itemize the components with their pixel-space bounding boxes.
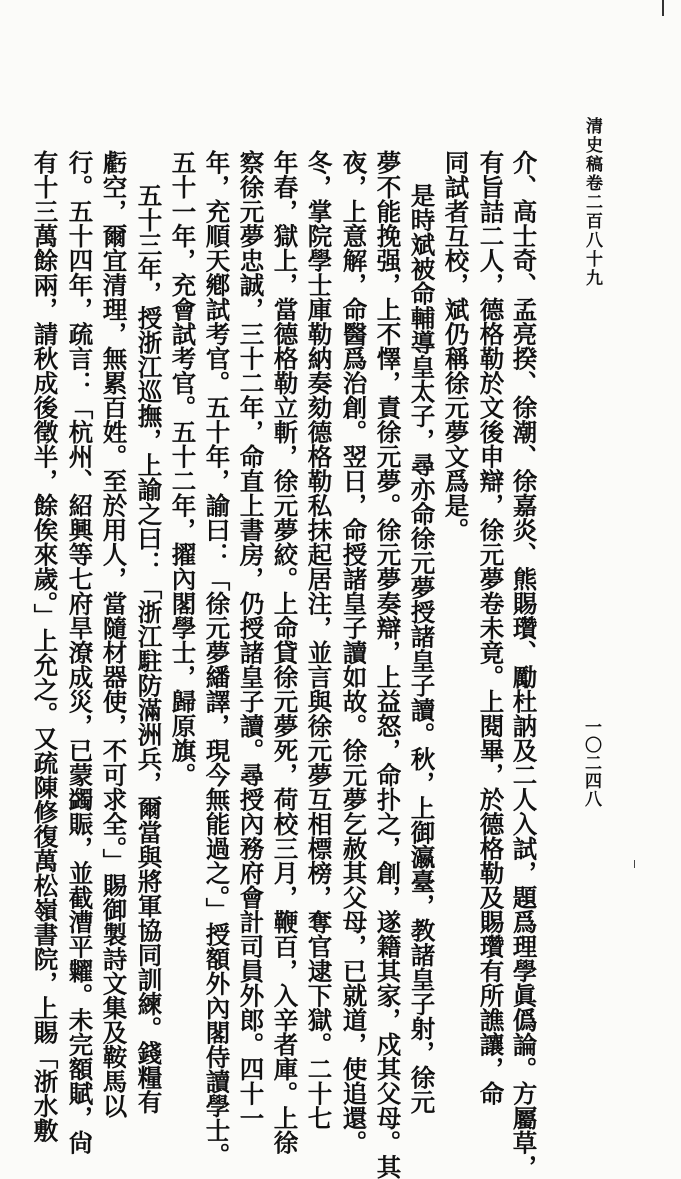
- text-column: 察徐元夢忠誠，三十二年，命直上書房，仍授諸皇子讀。尋授內務府會計司員外郎。四十一: [236, 150, 266, 1130]
- text-column: 有十三萬餘兩，請秋成後徵半，餘俟來歲。」上允之。又疏陳修復萬松嶺書院，上賜「浙水敷: [30, 150, 60, 1143]
- text-column: 夢不能挽强，上不懌，責徐元夢。徐元夢奏辯，上益怒，命扑之，創，遂籍其家，戍其父母。其: [373, 150, 403, 1179]
- text-column: 介、高士奇、孟亮揆、徐潮、徐嘉炎、熊賜瓚、勵杜訥及二人入試，題爲理學眞僞論。方屬草，: [509, 150, 539, 1179]
- text-column: 是時斌被命輔導皇太子，尋亦命徐元夢授諸皇子讀。秋，上御瀛臺，教諸皇子射，徐元: [407, 183, 437, 1114]
- text-column: 同試者互校，斌仍稱徐元夢文爲是。: [441, 150, 471, 542]
- margin-tick-mark: [634, 860, 635, 868]
- text-column: 五十三年，授浙江巡撫，上諭之曰：「浙江駐防滿洲兵，爾當與將軍協同訓練。錢糧有: [134, 183, 164, 1114]
- page-number: 一〇二四八: [581, 718, 601, 808]
- running-header-title: 清史稿卷二百八十九: [582, 117, 602, 288]
- text-column: 有旨詰二人，德格勒於文後申辯，徐元夢卷未竟。上閱畢，於德格勒及賜瓚有所譙讓，命: [476, 150, 506, 1106]
- text-column: 行。五十四年，疏言：「杭州、紹興等七府旱潦成災，已蒙蠲賑，並截漕平糶。未完額賦，尙: [65, 150, 95, 1155]
- text-column: 年，充順天鄕試考官。五十年，諭曰：「徐元夢繙譯，現今無能過之。」授額外內閣侍讀學士。: [202, 150, 232, 1167]
- text-column: 五十一年，充會試考官。五十二年，擢內閣學士，歸原旗。: [168, 150, 198, 787]
- text-column: 虧空，爾宜清理，無累百姓。至於用人，當隨材器使，不可求全。」賜御製詩文集及鞍馬以: [99, 150, 129, 1118]
- text-column: 年春，獄上，當德格勒立斬，徐元夢絞。上命貸徐元夢死，荷校三月，鞭百，入辛者庫。上徐: [270, 150, 300, 1155]
- text-column: 夜，上意解，命醫爲治創。翌日，命授諸皇子讀如故。徐元夢乞赦其父母，已就道，使追還。: [339, 150, 369, 1155]
- text-column: 冬，掌院學士庫勒納奏劾德格勒私抹起居注，並言與徐元夢互相標榜，奪官逮下獄。二十七: [304, 150, 334, 1130]
- page-corner-mark: [662, 0, 664, 16]
